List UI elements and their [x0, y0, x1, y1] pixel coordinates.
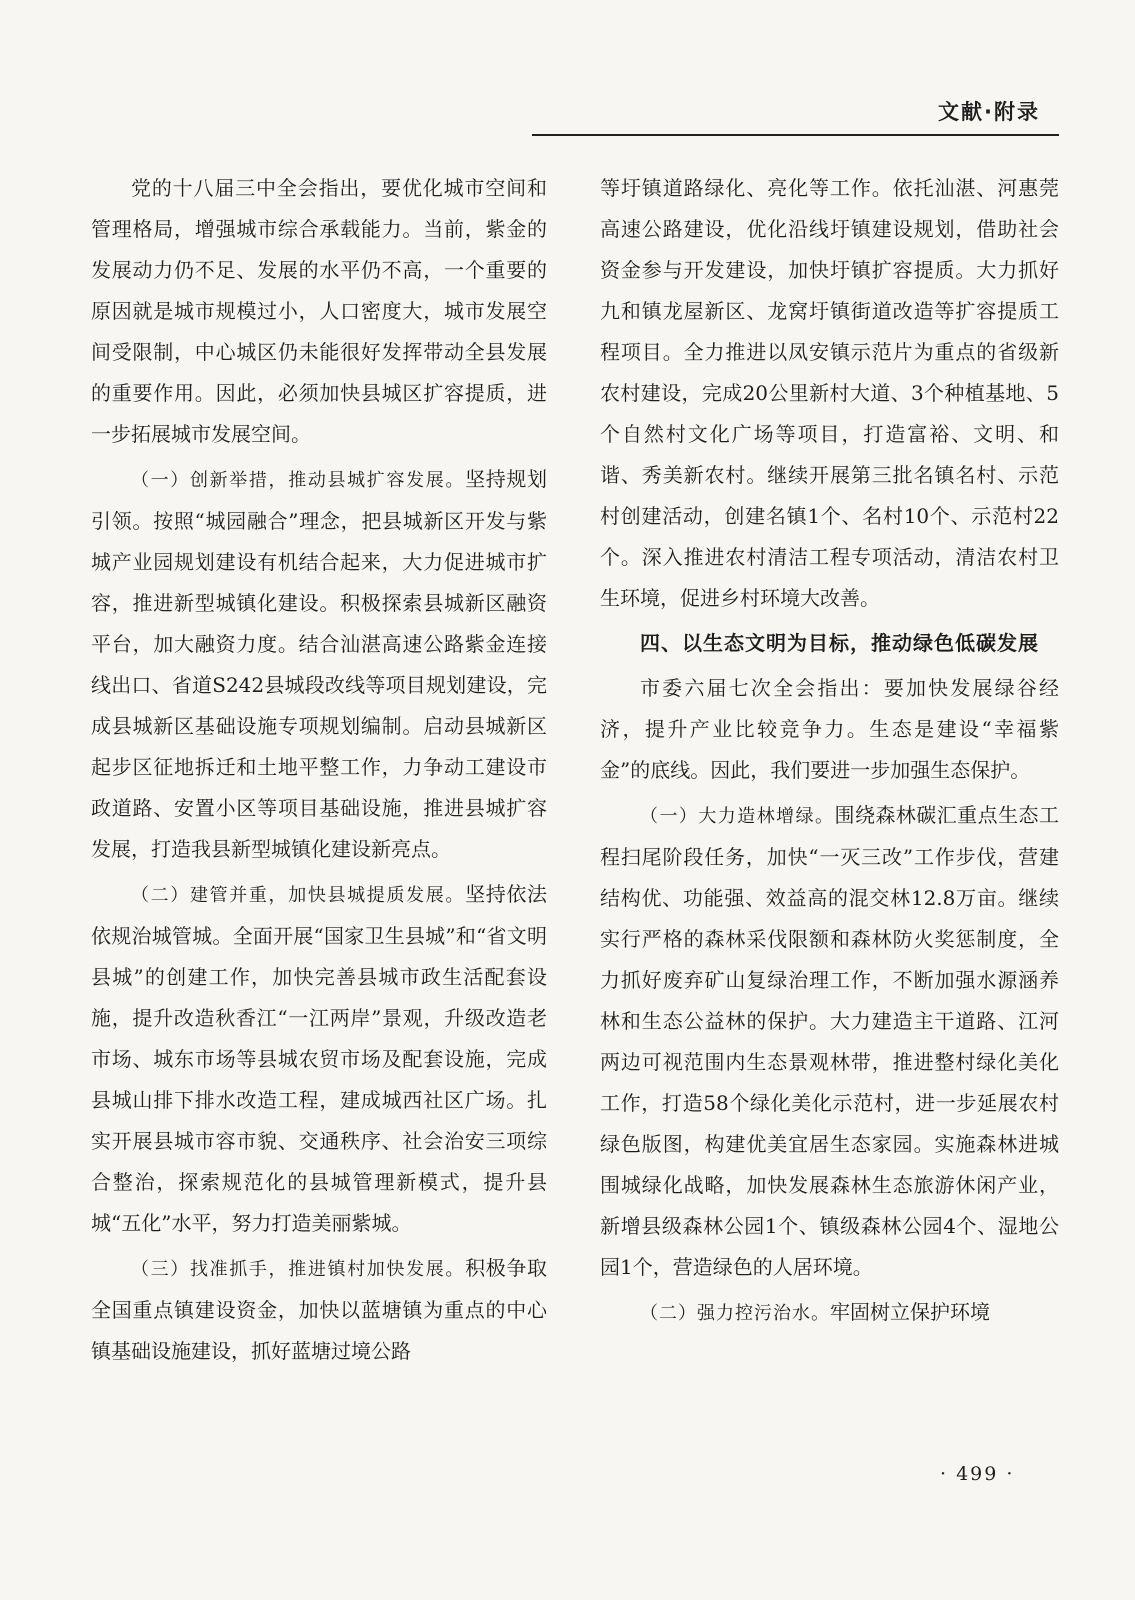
paragraph-text: 坚持规划引领。按照“城园融合”理念，把县城新区开发与紫城产业园规划建设有机结合起来，大力促进城市扩容，推进新型城镇化建设。积极探索县城新区融资平台，加大融资力度。结合汕湛高速公路紫金连接线出口、省道S242县城段改线等项目规划建设，完成县城新区基础设施专项规划编制。启动县城新区起步区征地拆迁和土地平整工作，力争动工建设市政道路、安置小区等项目基础设施，推进县城扩容发展，打造我县新型城镇化建设新亮点。 [91, 467, 548, 861]
subsection-lead: （三）找准抓手，推进镇村加快发展。 [131, 1259, 466, 1280]
header-rule [532, 134, 1059, 136]
paragraph-text: 坚持依法依规治城管城。全面开展“国家卫生县城”和“省文明县城”的创建工作，加快完善县城市政生活配套设施，提升改造秋香江“一江两岸”景观，升级改造老市场、城东市场等县城农贸市场及配套设施，完成县城山排下排水改造工程，建成城西社区广场。扎实开展县城市容市貌、交通秩序、社会治安三项综合整治，探索规范化的县城管理新模式，提升县城“五化”水平，努力打造美丽紫城。 [91, 882, 548, 1235]
right-column [600, 168, 1059, 1338]
paragraph: 等圩镇道路绿化、亮化等工作。依托汕湛、河惠莞高速公路建设，优化沿线圩镇建设规划，借助社会资金参与开发建设，加快圩镇扩容提质。大力抓好九和镇龙屋新区、龙窝圩镇街道改造等扩容提质工程项目。全力推进以凤安镇示范片为重点的省级新农村建设，完成20公里新村大道、3个种植基地、5个自然村文化广场等项目，打造富裕、文明、和谐、秀美新农村。继续开展第三批名镇名村、示范村创建活动，创建名镇1个、名村10个、示范村22个。深入推进农村清洁工程专项活动，清洁农村卫生环境，促进乡村环境大改善。 [600, 176, 1059, 610]
paragraph: 党的十八届三中全会指出，要优化城市空间和管理格局，增强城市综合承载能力。当前，紫金的发展动力仍不足、发展的水平仍不高，一个重要的原因就是城市规模过小，人口密度大，城市发展空间受限制，中心城区仍未能很好发挥带动全县发展的重要作用。因此，必须加快县城区扩容提质，进一步拓展城市发展空间。 [91, 176, 547, 446]
section-header: 文献·附录 [938, 100, 1040, 124]
paragraph: 市委六届七次全会指出：要加快发展绿谷经济，提升产业比较竞争力。生态是建设“幸福紫金”的底线。因此，我们要进一步加强生态保护。 [600, 676, 1059, 782]
paragraph-text: 牢固树立保护环境 [830, 1300, 990, 1324]
subsection-lead: （二）建管并重，加快县城提质发展。 [131, 885, 466, 906]
subsection-lead: （一）大力造林增绿。 [640, 806, 835, 827]
paragraph [91, 1248, 547, 1372]
subsection-lead: （二）强力控污治水。 [640, 1303, 830, 1324]
subsection-lead: （一）创新举措，推动县城扩容发展。 [131, 470, 466, 491]
section-heading: 四、以生态文明为目标，推动绿色低碳发展 [640, 631, 1039, 655]
paragraph [91, 459, 547, 870]
paragraph [91, 874, 547, 1244]
paragraph [600, 795, 1059, 1288]
paragraph-text: 围绕森林碳汇重点生态工程扫尾阶段任务，加快“一灭三改”工作步伐，营建结构优、功能强、效益高的混交林12.8万亩。继续实行严格的森林采伐限额和森林防火奖惩制度，全力抓好废弃矿山复绿治理工作，不断加强水源涵养林和生态公益林的保护。大力建造主干道路、江河两边可视范围内生态景观林带，推进整村绿化美化工作，打造58个绿化美化示范村，进一步延展农村绿色版图，构建优美宜居生态家园。实施森林进城围城绿化战略，加快发展森林生态旅游休闲产业，新增县级森林公园1个、镇级森林公园4个、湿地公园1个，营造绿色的人居环境。 [600, 803, 1059, 1279]
paragraph-text: 积极争取全国重点镇建设资金，加快以蓝塘镇为重点的中心镇基础设施建设，抓好蓝塘过境公路 [91, 1256, 548, 1363]
left-column [91, 168, 547, 1376]
paragraph [600, 1292, 1059, 1334]
page-number: · 499 · [940, 1463, 1015, 1485]
